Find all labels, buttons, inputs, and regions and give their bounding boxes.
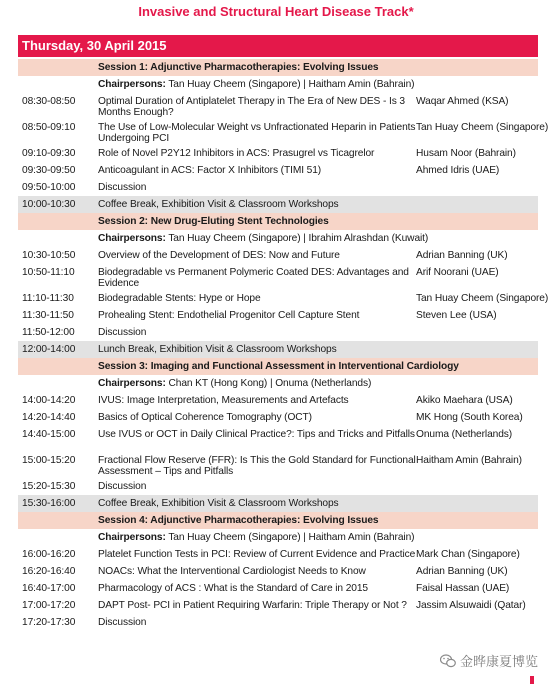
title-cell: Anticoagulant in ACS: Factor X Inhibitors (TIMI 51) <box>98 165 322 176</box>
speaker-cell: Haitham Amin (Bahrain) <box>416 455 522 466</box>
schedule-row <box>18 145 538 162</box>
title-cell: Coffee Break, Exhibition Visit & Classroom Workshops <box>98 498 339 509</box>
session-header-row <box>18 213 538 230</box>
title-cell <box>98 233 528 244</box>
time-cell: 14:00-14:20 <box>22 395 76 406</box>
speaker-cell: Tan Huay Cheem (Singapore) <box>416 122 549 133</box>
schedule-row <box>18 426 538 452</box>
chairpersons-label: Chairpersons: <box>98 79 166 90</box>
title-cell <box>98 79 528 90</box>
schedule-row <box>18 614 538 631</box>
speaker-cell: Adrian Banning (UK) <box>416 250 508 261</box>
title-cell: Coffee Break, Exhibition Visit & Classroom Workshops <box>98 199 339 210</box>
time-cell: 15:00-15:20 <box>22 455 76 466</box>
schedule-row <box>18 179 538 196</box>
time-cell: 16:00-16:20 <box>22 549 76 560</box>
title-cell <box>98 378 528 389</box>
title-cell: Prohealing Stent: Endothelial Progenitor Cell Capture Stent <box>98 310 360 321</box>
time-cell: 10:30-10:50 <box>22 250 76 261</box>
schedule-row <box>18 247 538 264</box>
title-cell: Session 2: New Drug-Eluting Stent Technologies <box>98 216 329 227</box>
speaker-cell: Tan Huay Cheem (Singapore) <box>416 293 549 304</box>
break-row <box>18 341 538 358</box>
session-header-row <box>18 512 538 529</box>
speaker-cell: Faisal Hassan (UAE) <box>416 583 510 594</box>
time-cell: 10:50-11:10 <box>22 267 75 278</box>
time-cell: 09:10-09:30 <box>22 148 76 159</box>
title-cell: Discussion <box>98 327 147 338</box>
time-cell: 11:30-11:50 <box>22 310 74 321</box>
time-cell: 16:40-17:00 <box>22 583 76 594</box>
speaker-cell: Ahmed Idris (UAE) <box>416 165 500 176</box>
time-cell: 17:00-17:20 <box>22 600 76 611</box>
time-cell: 09:30-09:50 <box>22 165 76 176</box>
speaker-cell: Jassim Alsuwaidi (Qatar) <box>416 600 526 611</box>
time-cell: 09:50-10:00 <box>22 182 76 193</box>
watermark <box>440 651 538 670</box>
session-header-row <box>18 59 538 76</box>
schedule-row <box>18 563 538 580</box>
speaker-cell: Steven Lee (USA) <box>416 310 497 321</box>
chairpersons-label: Chairpersons: <box>98 378 166 389</box>
title-cell: Biodegradable Stents: Hype or Hope <box>98 293 261 304</box>
chairpersons-row <box>18 76 538 93</box>
time-cell: 15:20-15:30 <box>22 481 76 492</box>
chairpersons-names: Tan Huay Cheem (Singapore) | Haitham Amin (Bahrain) <box>168 532 415 543</box>
schedule-row <box>18 324 538 341</box>
schedule-row <box>18 264 538 290</box>
title-cell: DAPT Post- PCI in Patient Requiring Warfarin: Triple Therapy or Not ? <box>98 600 407 611</box>
time-cell: 14:20-14:40 <box>22 412 76 423</box>
title-cell: Discussion <box>98 617 147 628</box>
chairpersons-label: Chairpersons: <box>98 233 166 244</box>
title-cell: Fractional Flow Reserve (FFR): Is This the Gold Standard for Functional Assessment – Tips and Pitfalls <box>98 455 416 477</box>
schedule-row <box>18 119 549 145</box>
day-header: Thursday, 30 April 2015 <box>18 35 538 57</box>
time-cell: 15:30-16:00 <box>22 498 76 509</box>
chairpersons-names: Tan Huay Cheem (Singapore) | Haitham Amin (Bahrain) <box>168 79 415 90</box>
title-cell: Overview of the Development of DES: Now and Future <box>98 250 340 261</box>
title-cell: Use IVUS or OCT in Daily Clinical Practice?: Tips and Tricks and Pitfalls <box>98 429 415 440</box>
schedule-table <box>18 59 549 631</box>
wechat-icon <box>440 654 456 668</box>
title-cell <box>98 532 528 543</box>
time-cell: 10:00-10:30 <box>22 199 76 210</box>
break-row <box>18 196 538 213</box>
title-cell: Discussion <box>98 481 147 492</box>
schedule-row <box>18 409 538 426</box>
title-cell: Session 1: Adjunctive Pharmacotherapies: Evolving Issues <box>98 62 379 73</box>
speaker-cell: Mark Chan (Singapore) <box>416 549 520 560</box>
speaker-cell: Akiko Maehara (USA) <box>416 395 513 406</box>
chairpersons-row <box>18 230 538 247</box>
session-header-row <box>18 358 538 375</box>
speaker-cell: Adrian Banning (UK) <box>416 566 508 577</box>
title-cell: Platelet Function Tests in PCI: Review of Current Evidence and Practice <box>98 549 416 560</box>
title-cell: Discussion <box>98 182 147 193</box>
schedule-row <box>18 597 538 614</box>
title-cell: The Use of Low-Molecular Weight vs Unfractionated Heparin in Patients Undergoing PCI <box>98 122 416 144</box>
title-cell: Role of Novel P2Y12 Inhibitors in ACS: Prasugrel vs Ticagrelor <box>98 148 375 159</box>
title-cell: Pharmacology of ACS : What is the Standard of Care in 2015 <box>98 583 368 594</box>
schedule-row <box>18 162 538 179</box>
track-title: Invasive and Structural Heart Disease Track* <box>138 4 414 19</box>
title-cell: Biodegradable vs Permanent Polymeric Coated DES: Advantages and Evidence <box>98 267 409 289</box>
schedule-row <box>18 392 538 409</box>
schedule-row <box>18 307 538 324</box>
chairpersons-row <box>18 529 538 546</box>
time-cell: 08:50-09:10 <box>22 122 76 133</box>
title-cell: IVUS: Image Interpretation, Measurements and Artefacts <box>98 395 349 406</box>
time-cell: 14:40-15:00 <box>22 429 76 440</box>
watermark-text: 金晔康夏博览 <box>459 654 538 669</box>
time-cell: 11:50-12:00 <box>22 327 75 338</box>
time-cell: 11:10-11:30 <box>22 293 74 304</box>
time-cell: 12:00-14:00 <box>22 344 76 355</box>
title-cell: Session 4: Adjunctive Pharmacotherapies: Evolving Issues <box>98 515 379 526</box>
chairpersons-row <box>18 375 538 392</box>
speaker-cell: Arif Noorani (UAE) <box>416 267 499 278</box>
corner-mark <box>530 676 534 684</box>
title-cell: Basics of Optical Coherence Tomography (OCT) <box>98 412 312 423</box>
schedule-row <box>18 478 538 495</box>
time-cell: 17:20-17:30 <box>22 617 76 628</box>
title-cell: Session 3: Imaging and Functional Assessment in Interventional Cardiology <box>98 361 459 372</box>
time-cell: 16:20-16:40 <box>22 566 76 577</box>
speaker-cell: Onuma (Netherlands) <box>416 429 513 440</box>
title-cell: NOACs: What the Interventional Cardiologist Needs to Know <box>98 566 366 577</box>
schedule-row <box>18 452 538 478</box>
chairpersons-label: Chairpersons: <box>98 532 166 543</box>
title-cell: Optimal Duration of Antiplatelet Therapy in The Era of New DES - Is 3 Months Enough? <box>98 96 405 118</box>
schedule-row <box>18 546 538 563</box>
speaker-cell: Waqar Ahmed (KSA) <box>416 96 509 107</box>
schedule-row <box>18 93 538 119</box>
break-row <box>18 495 538 512</box>
title-cell: Lunch Break, Exhibition Visit & Classroom Workshops <box>98 344 337 355</box>
speaker-cell: Husam Noor (Bahrain) <box>416 148 516 159</box>
chairpersons-names: Chan KT (Hong Kong) | Onuma (Netherlands) <box>168 378 372 389</box>
schedule-row <box>18 290 549 307</box>
chairpersons-names: Tan Huay Cheem (Singapore) | Ibrahim Alrashdan (Kuwait) <box>168 233 429 244</box>
schedule-row <box>18 580 538 597</box>
speaker-cell: MK Hong (South Korea) <box>416 412 523 423</box>
time-cell: 08:30-08:50 <box>22 96 76 107</box>
